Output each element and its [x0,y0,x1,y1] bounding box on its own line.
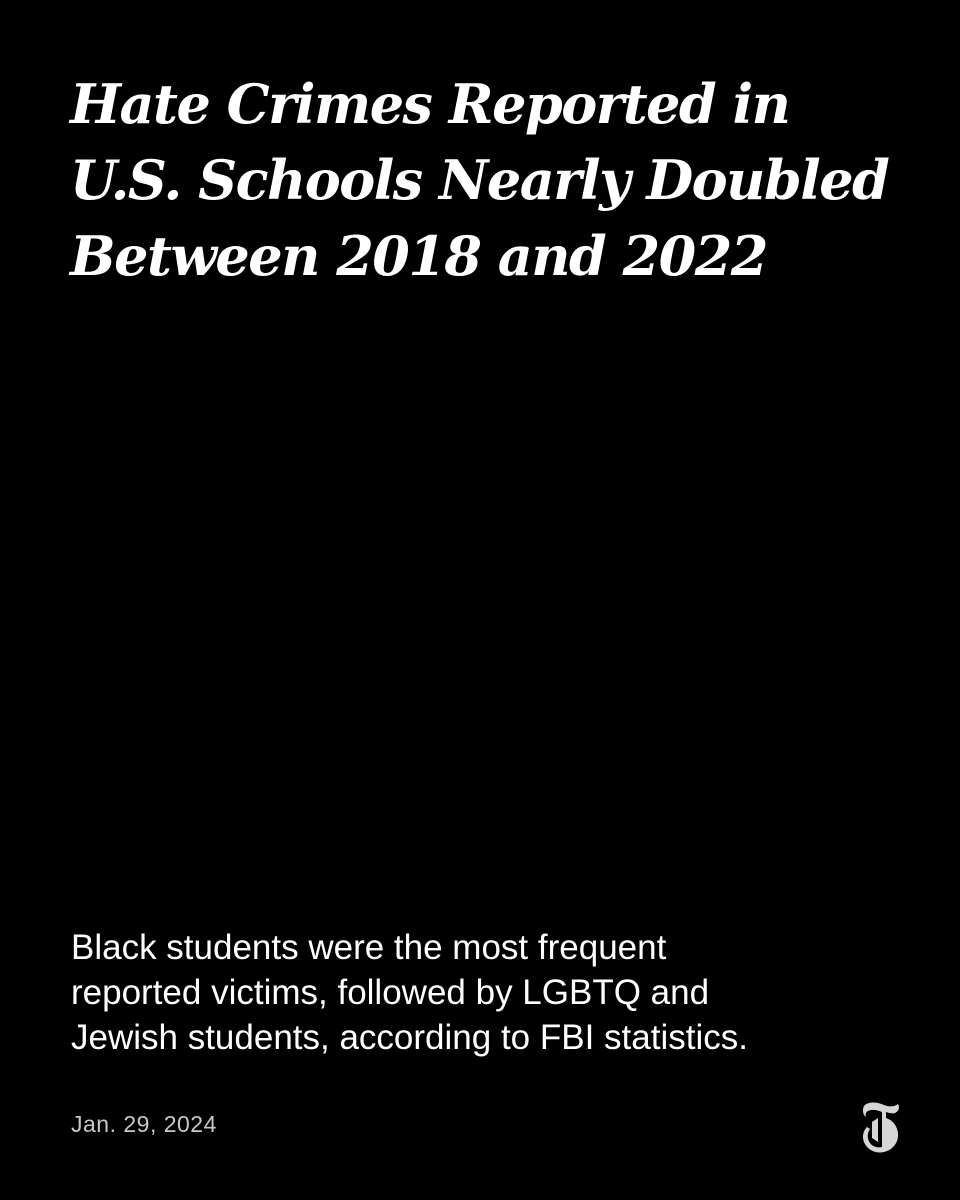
headline-line: Between 2018 and 2022 [70,224,767,288]
publish-date: Jan. 29, 2024 [71,1111,217,1137]
headline-line: Hate Crimes Reported in [70,72,790,136]
headline [70,66,910,294]
headline-line: U.S. Schools Nearly Doubled [70,148,889,212]
summary-line: Jewish students, according to FBI statistics. [71,1018,748,1057]
summary-line: Black students were the most frequent [71,928,667,967]
nyt-t-logo-icon [858,1098,906,1156]
summary-line: reported victims, followed by LGBTQ and [71,973,710,1012]
summary-text [71,925,891,1060]
